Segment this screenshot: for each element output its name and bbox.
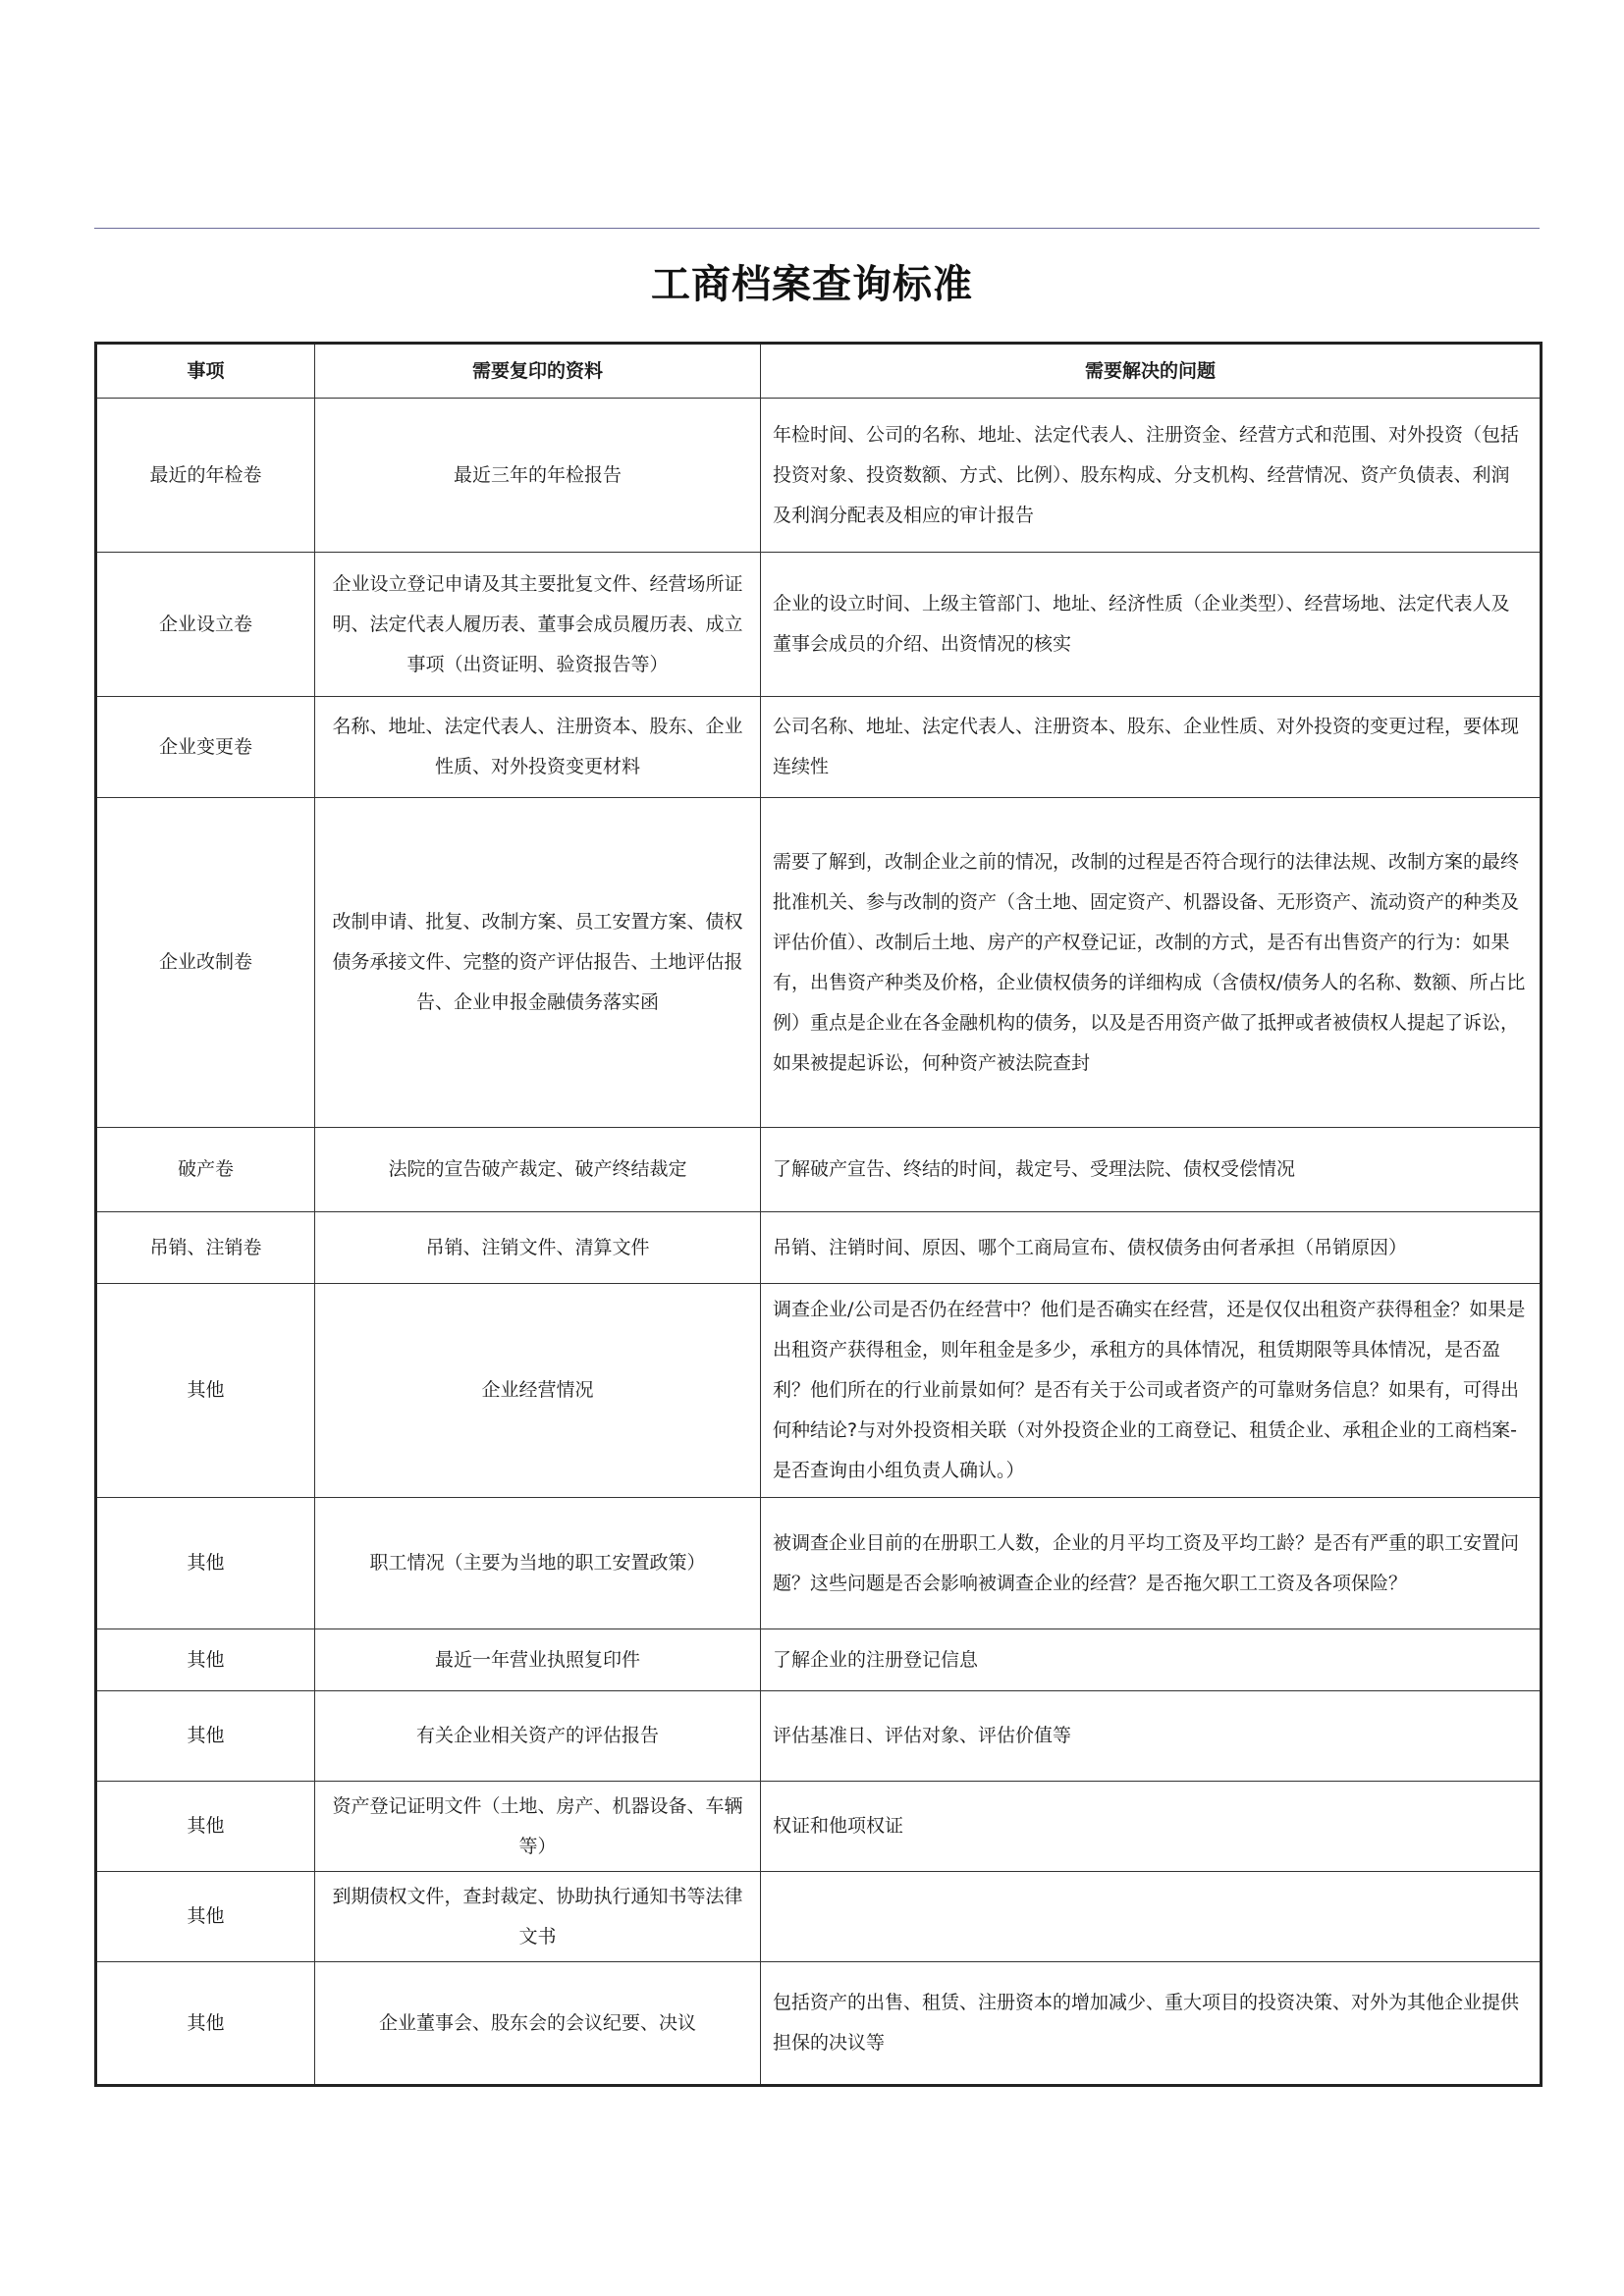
- row-materials: 企业设立登记申请及其主要批复文件、经营场所证明、法定代表人履历表、董事会成员履历表、成立事项（出资证明、验资报告等）: [315, 553, 761, 697]
- row-issues: 包括资产的出售、租赁、注册资本的增加减少、重大项目的投资决策、对外为其他企业提供担保的决议等: [761, 1962, 1542, 2086]
- column-header-issues: 需要解决的问题: [761, 344, 1542, 399]
- row-materials: 最近三年的年检报告: [315, 399, 761, 553]
- row-item: 吊销、注销卷: [96, 1212, 315, 1284]
- table-row: [96, 1498, 1542, 1629]
- table-row: [96, 1284, 1542, 1498]
- row-materials: 最近一年营业执照复印件: [315, 1629, 761, 1691]
- table-row: [96, 1782, 1542, 1872]
- row-item: 其他: [96, 1691, 315, 1782]
- table-row: [96, 1128, 1542, 1212]
- table-header-row: [96, 344, 1542, 399]
- row-item: 其他: [96, 1498, 315, 1629]
- row-issues: 评估基准日、评估对象、评估价值等: [761, 1691, 1542, 1782]
- row-materials: 法院的宣告破产裁定、破产终结裁定: [315, 1128, 761, 1212]
- table-row: [96, 697, 1542, 798]
- row-materials: 改制申请、批复、改制方案、员工安置方案、债权债务承接文件、完整的资产评估报告、土地评估报告、企业申报金融债务落实函: [315, 798, 761, 1128]
- row-item: 企业设立卷: [96, 553, 315, 697]
- row-materials: 吊销、注销文件、清算文件: [315, 1212, 761, 1284]
- row-item: 企业变更卷: [96, 697, 315, 798]
- column-header-materials: 需要复印的资料: [315, 344, 761, 399]
- header-rule: [94, 228, 1540, 229]
- archive-standard-table: [94, 342, 1543, 2087]
- row-item: 其他: [96, 1629, 315, 1691]
- row-item: 其他: [96, 1284, 315, 1498]
- row-item: 最近的年检卷: [96, 399, 315, 553]
- row-item: 其他: [96, 1782, 315, 1872]
- row-issues: 需要了解到，改制企业之前的情况，改制的过程是否符合现行的法律法规、改制方案的最终批准机关、参与改制的资产（含土地、固定资产、机器设备、无形资产、流动资产的种类及评估价值）、改制后土地、房产的产权登记证，改制的方式，是否有出售资产的行为：如果有，出售资产种类及价格，企业债权债务的详细构成（含债权/债务人的名称、数额、所占比例）重点是企业在各金融机构的债务，以及是否用资产做了抵押或者被债权人提起了诉讼，如果被提起诉讼，何种资产被法院查封: [761, 798, 1542, 1128]
- row-materials: 职工情况（主要为当地的职工安置政策）: [315, 1498, 761, 1629]
- row-issues: [761, 1872, 1542, 1962]
- table-row: [96, 1629, 1542, 1691]
- row-issues: 了解破产宣告、终结的时间，裁定号、受理法院、债权受偿情况: [761, 1128, 1542, 1212]
- table-row: [96, 553, 1542, 697]
- table-row: [96, 1872, 1542, 1962]
- table-row: [96, 1962, 1542, 2086]
- row-materials: 企业董事会、股东会的会议纪要、决议: [315, 1962, 761, 2086]
- row-item: 其他: [96, 1872, 315, 1962]
- document-title: 工商档案查询标准: [651, 261, 973, 307]
- row-materials: 资产登记证明文件（土地、房产、机器设备、车辆等）: [315, 1782, 761, 1872]
- row-issues: 调查企业/公司是否仍在经营中？他们是否确实在经营，还是仅仅出租资产获得租金？如果是出租资产获得租金，则年租金是多少，承租方的具体情况，租赁期限等具体情况，是否盈利？他们所在的行业前景如何？是否有关于公司或者资产的可靠财务信息？如果有，可得出何种结论?与对外投资相关联（对外投资企业的工商登记、租赁企业、承租企业的工商档案-是否查询由小组负责人确认。）: [761, 1284, 1542, 1498]
- row-issues: 企业的设立时间、上级主管部门、地址、经济性质（企业类型）、经营场地、法定代表人及董事会成员的介绍、出资情况的核实: [761, 553, 1542, 697]
- row-materials: 有关企业相关资产的评估报告: [315, 1691, 761, 1782]
- table-row: [96, 399, 1542, 553]
- table-row: [96, 1212, 1542, 1284]
- row-item: 破产卷: [96, 1128, 315, 1212]
- column-header-item: 事项: [96, 344, 315, 399]
- row-issues: 权证和他项权证: [761, 1782, 1542, 1872]
- row-issues: 被调查企业目前的在册职工人数，企业的月平均工资及平均工龄？是否有严重的职工安置问题？这些问题是否会影响被调查企业的经营？是否拖欠职工工资及各项保险？: [761, 1498, 1542, 1629]
- row-materials: 企业经营情况: [315, 1284, 761, 1498]
- row-item: 其他: [96, 1962, 315, 2086]
- table-row: [96, 798, 1542, 1128]
- row-issues: 吊销、注销时间、原因、哪个工商局宣布、债权债务由何者承担（吊销原因）: [761, 1212, 1542, 1284]
- row-issues: 了解企业的注册登记信息: [761, 1629, 1542, 1691]
- row-materials: 到期债权文件，查封裁定、协助执行通知书等法律文书: [315, 1872, 761, 1962]
- row-issues: 公司名称、地址、法定代表人、注册资本、股东、企业性质、对外投资的变更过程，要体现连续性: [761, 697, 1542, 798]
- table-row: [96, 1691, 1542, 1782]
- row-item: 企业改制卷: [96, 798, 315, 1128]
- row-materials: 名称、地址、法定代表人、注册资本、股东、企业性质、对外投资变更材料: [315, 697, 761, 798]
- row-issues: 年检时间、公司的名称、地址、法定代表人、注册资金、经营方式和范围、对外投资（包括投资对象、投资数额、方式、比例）、股东构成、分支机构、经营情况、资产负债表、利润及利润分配表及相应的审计报告: [761, 399, 1542, 553]
